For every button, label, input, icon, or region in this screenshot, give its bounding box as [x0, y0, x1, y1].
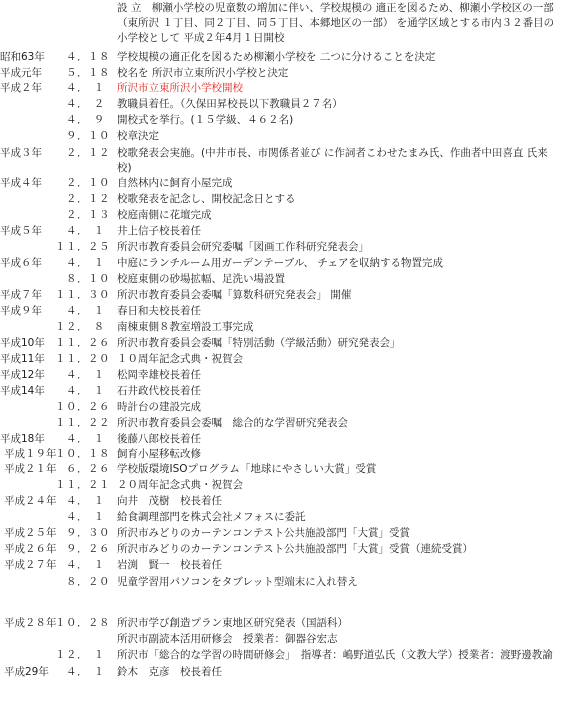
entry-date: １１．２２	[55, 417, 110, 429]
entry-era: 平成10年	[0, 337, 45, 349]
entry-text: 所沢市みどりのカーテンコンテスト公共施設部門「大賞」受賞（連続受賞）	[117, 543, 474, 555]
entry-era: 平成２年	[0, 82, 42, 94]
entry-date: ５．１８	[66, 67, 110, 79]
entry-era: 平成２１年	[4, 463, 57, 475]
entry-date: ２．１０	[66, 177, 110, 189]
entry-text: 校歌発表を記念し、開校記念日とする	[117, 193, 296, 205]
entry-text: 所沢市教育委員会委嘱 総合的な学習研究発表会	[117, 417, 348, 429]
entry-text: 中庭にランチルーム用ガーデンテーブル、 チェアを収納する物置完成	[117, 257, 444, 269]
entry-text: 所沢市立東所沢小学校開校	[117, 82, 243, 94]
entry-text: 所沢市教育委員会委嘱「特別活動（学級活動）研究発表会」	[117, 337, 401, 349]
entry-date: ２．１２	[66, 193, 110, 205]
entry-date: ８．２０	[66, 576, 110, 588]
entry-text: 後藤八郎校長着任	[117, 433, 201, 445]
founding-description: 設 立 柳瀬小学校の児童数の増加に伴い、学校規模の 適正を図るため、柳瀬小学校区の一部 （東所沢 １丁目、同２丁目、同５丁目、本郷地区の一部） を通学区域とする市内３２番目の 小学校として 平成２年4月１日開校	[117, 2, 555, 44]
entry-date: ４． １	[66, 495, 105, 507]
entry-text: ２０周年記念式典・祝賀会	[117, 479, 243, 491]
entry-text: 鈴木 克彦 校長着任	[117, 666, 222, 678]
entry-text: 学校版環境ISOプログラム「地球にやさしい大賞」受賞	[117, 463, 377, 475]
entry-text: 松岡幸雄校長着任	[117, 369, 201, 381]
entry-era: 平成２４年	[4, 495, 57, 507]
entry-text: 飼育小屋移転改修	[117, 448, 201, 460]
entry-text: 校庭東側の砂場拡幅、足洗い場設置	[117, 273, 285, 285]
entry-text: 所沢市みどりのカーテンコンテスト公共施設部門「大賞」受賞	[117, 527, 411, 539]
entry-date: ４． １	[66, 369, 105, 381]
entry-era: 平成11年	[0, 353, 45, 365]
entry-text: 春日和夫校長着任	[117, 305, 201, 317]
entry-date: ４． １	[66, 257, 105, 269]
entry-date: ９．２６	[66, 543, 110, 555]
entry-text: 石井政代校長着任	[117, 385, 201, 397]
entry-era: 平成６年	[0, 257, 42, 269]
entry-date: １０．２８	[55, 617, 110, 629]
entry-era: 平成２８年	[4, 617, 57, 629]
entry-date: ４． １	[66, 433, 105, 445]
entry-era: 平成18年	[0, 433, 45, 445]
entry-date: ２．１２	[66, 147, 110, 159]
entry-date: ４． １	[66, 305, 105, 317]
entry-date: １０．２６	[55, 401, 110, 413]
entry-era: 平成９年	[0, 305, 42, 317]
entry-text: 向井 茂樹 校長着任	[117, 495, 222, 507]
entry-date: １１．２１	[55, 479, 110, 491]
entry-date: １２． ８	[55, 321, 105, 333]
entry-era: 平成７年	[0, 289, 42, 301]
entry-text: 井上信子校長着任	[117, 225, 201, 237]
entry-text: 開校式を挙行。(１５学級、４６２名)	[117, 114, 294, 126]
entry-text: 自然林内に飼育小屋完成	[117, 177, 233, 189]
entry-text: 校庭南側に花壇完成	[117, 209, 212, 221]
entry-text: 学校規模の適正化を図るため柳瀬小学校を 二つに分けることを決定	[117, 51, 436, 63]
entry-text: 校章決定	[117, 130, 159, 142]
entry-era: 昭和63年	[0, 51, 45, 63]
entry-era: 平成４年	[0, 177, 42, 189]
entry-date: １１．２６	[55, 337, 110, 349]
entry-date: １０．１８	[55, 448, 110, 460]
entry-date: ４． １	[66, 225, 105, 237]
entry-text: 時計台の建設完成	[117, 401, 201, 413]
entry-text: 岩渕 賢一 校長着任	[117, 559, 222, 571]
entry-date: ２．１３	[66, 209, 110, 221]
entry-era: 平成12年	[0, 369, 45, 381]
entry-text: 所沢市教育委員会委嘱「算数科研究発表会」 開催	[117, 289, 352, 301]
entry-era: 平成14年	[0, 385, 45, 397]
entry-date: ４． ９	[66, 114, 105, 126]
entry-date: ９．３０	[66, 527, 110, 539]
entry-date: １２． １	[55, 649, 105, 661]
entry-date: ４． １	[66, 511, 105, 523]
entry-text: 所沢市副読本活用研修会 授業者：御器谷宏志	[117, 633, 338, 645]
entry-date: ８．１０	[66, 273, 110, 285]
entry-text: 校名を 所沢市立東所沢小学校と決定	[117, 67, 289, 79]
entry-era: 平成元年	[0, 67, 42, 79]
entry-date: ４． １	[66, 559, 105, 571]
entry-text: 児童学習用パソコンをタブレット型端末に入れ替え	[117, 576, 358, 588]
entry-text: 所沢市学び創造プラン東地区研究発表（国語科）	[117, 617, 348, 629]
entry-era: 平成３年	[0, 147, 42, 159]
entry-text: 所沢市「総合的な学習の時間研修会」 指導者：嶋野道弘氏（文教大学）授業者：渡野邊教諭	[117, 649, 553, 661]
entry-date: ４． １	[66, 82, 105, 94]
entry-date: ４．１８	[66, 51, 110, 63]
entry-text: 給食調理部門を株式会社メフォスに委託	[117, 511, 306, 523]
entry-era: 平成29年	[4, 666, 49, 678]
entry-era: 平成１９年	[4, 448, 57, 460]
entry-date: ４． １	[66, 385, 105, 397]
entry-text: 校歌発表会実施。(中井市長、市関係者並び に作詞者こわせたまみ氏、作曲者中田喜直 氏来校)	[117, 147, 548, 174]
entry-era: 平成２５年	[4, 527, 57, 539]
entry-date: ４． １	[66, 666, 105, 678]
entry-text: 教職員着任。（久保田昇校長以下教職員２７名）	[117, 98, 343, 110]
entry-date: ６．２６	[66, 463, 110, 475]
entry-text: 所沢市教育委員会研究委嘱「図画工作科研究発表会」	[117, 241, 369, 253]
entry-text: １０周年記念式典・祝賀会	[117, 353, 243, 365]
entry-date: １１．２０	[55, 353, 110, 365]
entry-era: 平成５年	[0, 225, 42, 237]
entry-era: 平成２７年	[4, 559, 57, 571]
entry-date: １１．３０	[55, 289, 110, 301]
entry-date: ４． ２	[66, 98, 105, 110]
entry-text: 南棟東側８教室増設工事完成	[117, 321, 254, 333]
entry-era: 平成２６年	[4, 543, 57, 555]
entry-date: １１．２５	[55, 241, 110, 253]
entry-date: ９．１０	[66, 130, 110, 142]
